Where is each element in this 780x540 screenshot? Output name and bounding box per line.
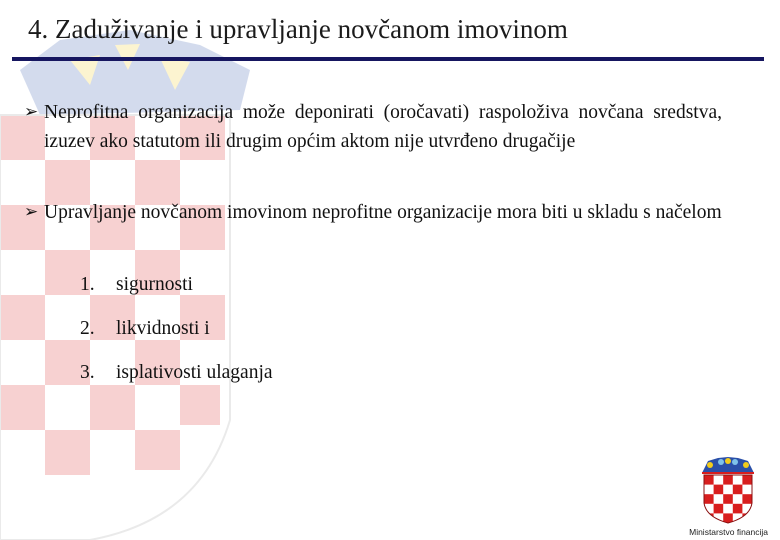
- list-item: [80, 270, 273, 314]
- arrow-bullet-icon: ➢: [24, 202, 39, 222]
- bullet-item: [24, 98, 722, 156]
- bullet-text: Neprofitna organizacija može deponirati (oročavati) raspoloživa novčana sredstva, izuzev ako statutom ili drugim općim aktom nije utvrđeno drugačije: [44, 102, 722, 152]
- bullet-text: Upravljanje novčanom imovinom neprofitne organizacije mora biti u skladu s načelom: [44, 202, 722, 223]
- list-text: likvidnosti i: [116, 318, 210, 339]
- list-number: 2.: [80, 318, 95, 339]
- list-text: sigurnosti: [116, 274, 193, 295]
- ministry-label: Ministarstvo financija: [689, 527, 768, 537]
- list-number: 1.: [80, 274, 95, 295]
- list-number: 3.: [80, 362, 95, 383]
- list-item: [80, 314, 273, 358]
- list-text: isplativosti ulaganja: [116, 362, 273, 383]
- bullet-item: [24, 198, 722, 227]
- principles-list: [80, 270, 273, 402]
- coat-of-arms-icon: [698, 455, 758, 525]
- slide-title: 4. Zaduživanje i upravljanje novčanom imovinom: [28, 14, 568, 44]
- list-item: [80, 358, 273, 402]
- title-rule: [12, 57, 764, 61]
- arrow-bullet-icon: ➢: [24, 102, 39, 122]
